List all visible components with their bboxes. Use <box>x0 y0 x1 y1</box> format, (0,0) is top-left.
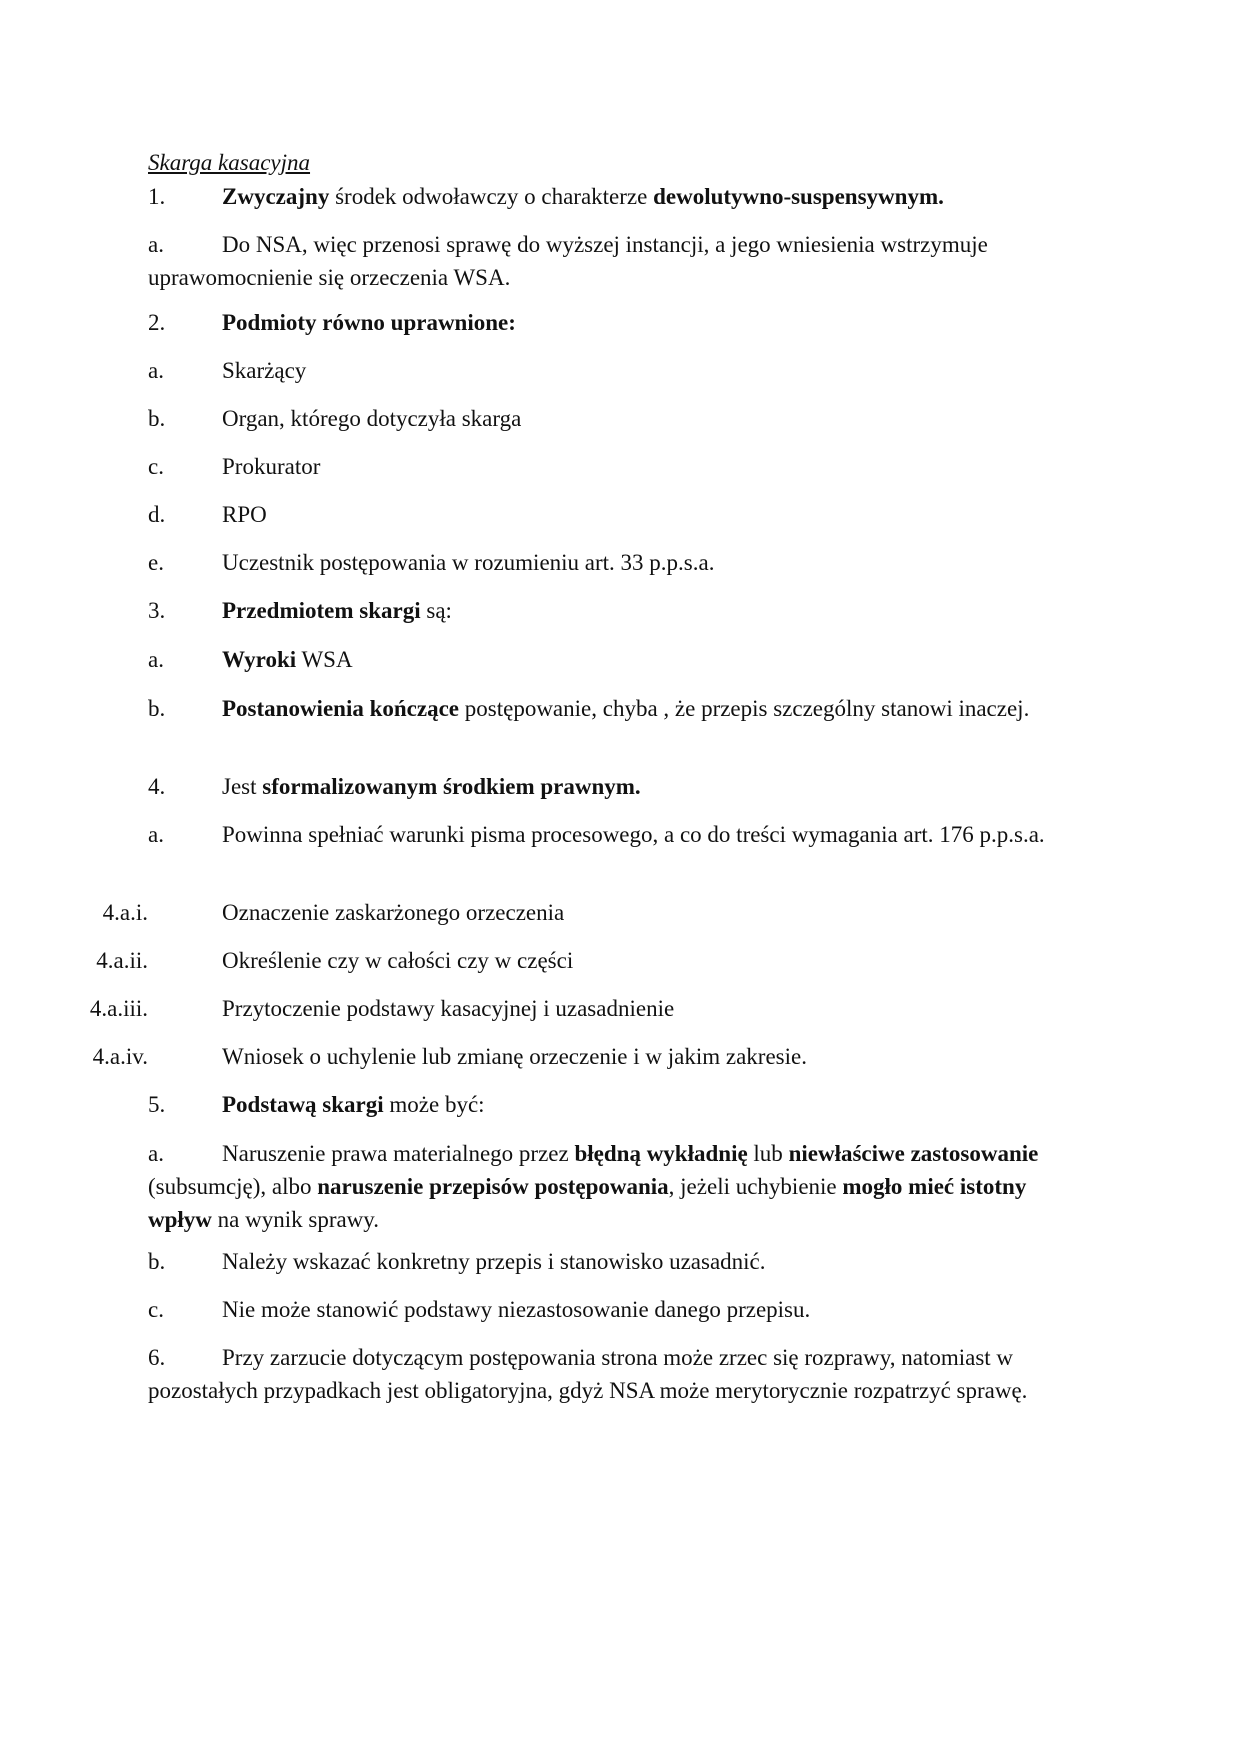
point-6-marker: 6. <box>148 1345 166 1370</box>
point-3 <box>148 594 1088 627</box>
roman-marker: 4.a.iii. <box>89 996 148 1021</box>
point-5c-marker: c. <box>148 1297 164 1322</box>
point-4-marker: 4. <box>148 774 166 799</box>
point-3-marker: 3. <box>148 598 166 623</box>
point-2c <box>148 450 1088 483</box>
point-5-bold: Podstawą skargi <box>222 1092 384 1117</box>
point-1-bold-2: dewolutywno-suspensywnym. <box>653 184 944 209</box>
point-5a-bold-1: błędną wykładnię <box>574 1141 748 1166</box>
point-1a-marker: a. <box>148 232 164 257</box>
point-1-bold-1: Zwyczajny <box>222 184 330 209</box>
point-5a-text-2: lub <box>747 1141 789 1166</box>
point-3a-text: WSA <box>296 647 353 672</box>
point-2b <box>148 402 1088 435</box>
point-5c <box>148 1293 1088 1326</box>
point-2-bold: Podmioty równo uprawnione: <box>222 310 516 335</box>
list-item-text: RPO <box>222 502 267 527</box>
roman-marker: 4.a.ii. <box>96 948 148 973</box>
roman-text: Wniosek o uchylenie lub zmianę orzeczenie i w jakim zakresie. <box>222 1044 807 1069</box>
point-5b <box>148 1245 1088 1278</box>
point-4ai <box>60 896 1100 929</box>
point-1a <box>148 228 1088 294</box>
point-2-marker: 2. <box>148 310 166 335</box>
roman-marker: 4.a.iv. <box>92 1044 148 1069</box>
list-item-marker: d. <box>148 502 166 527</box>
point-5a-bold-4: mogło mieć istotny wpływ <box>148 1174 1027 1232</box>
point-3b <box>148 692 1088 725</box>
point-4-text: Jest <box>222 774 263 799</box>
point-4aiii <box>60 992 1100 1025</box>
point-1-text: środek odwoławczy o charakterze <box>329 184 654 209</box>
point-4 <box>148 770 1088 803</box>
point-5a-bold-2: niewłaściwe zastosowanie <box>788 1141 1039 1166</box>
point-4a <box>148 818 1088 851</box>
point-4-bold: sformalizowanym środkiem prawnym. <box>262 774 641 799</box>
list-item-marker: b. <box>148 406 166 431</box>
point-3b-bold: Postanowienia kończące <box>222 696 460 721</box>
list-item-text: Prokurator <box>222 454 321 479</box>
point-3-text: są: <box>420 598 452 623</box>
list-item-marker: c. <box>148 454 164 479</box>
point-1 <box>148 180 1088 213</box>
point-4a-marker: a. <box>148 822 164 847</box>
point-2d <box>148 498 1088 531</box>
point-2a <box>148 354 1088 387</box>
point-1a-text: Do NSA, więc przenosi sprawę do wyższej instancji, a jego wniesienia wstrzymuje uprawomocnienie się orzeczenia WSA. <box>148 232 988 290</box>
point-4aiv <box>60 1040 1100 1073</box>
point-6-text: Przy zarzucie dotyczącym postępowania strona może zrzec się rozprawy, natomiast w pozostałych przypadkach jest obligatoryjna, gdyż NSA może merytorycznie rozpatrzyć sprawę. <box>148 1345 1028 1403</box>
point-5a <box>148 1137 1088 1236</box>
list-item-text: Organ, którego dotyczyła skarga <box>222 406 522 431</box>
point-5a-marker: a. <box>148 1141 164 1166</box>
point-5a-text-3: (subsumcję), albo <box>148 1174 318 1199</box>
point-5c-text: Nie może stanowić podstawy niezastosowanie danego przepisu. <box>222 1297 811 1322</box>
point-5b-marker: b. <box>148 1249 166 1274</box>
point-5a-text-1: Naruszenie prawa materialnego przez <box>222 1141 575 1166</box>
point-2 <box>148 306 1088 339</box>
point-5b-text: Należy wskazać konkretny przepis i stanowisko uzasadnić. <box>222 1249 766 1274</box>
roman-text: Oznaczenie zaskarżonego orzeczenia <box>222 900 565 925</box>
point-2e <box>148 546 1088 579</box>
point-1-marker: 1. <box>148 184 166 209</box>
list-item-marker: e. <box>148 550 164 575</box>
roman-text: Przytoczenie podstawy kasacyjnej i uzasadnienie <box>222 996 675 1021</box>
point-3a <box>148 643 1088 676</box>
point-3b-text: postępowanie, chyba , że przepis szczególny stanowi inaczej. <box>459 696 1030 721</box>
roman-marker: 4.a.i. <box>102 900 148 925</box>
list-item-text: Uczestnik postępowania w rozumieniu art. 33 p.p.s.a. <box>222 550 715 575</box>
point-3a-bold: Wyroki <box>222 647 297 672</box>
point-5-marker: 5. <box>148 1092 166 1117</box>
list-item-text: Skarżący <box>222 358 307 383</box>
point-5a-bold-3: naruszenie przepisów postępowania <box>317 1174 669 1199</box>
point-4a-text: Powinna spełniać warunki pisma procesowego, a co do treści wymagania art. 176 p.p.s.a. <box>222 822 1045 847</box>
point-3a-marker: a. <box>148 647 164 672</box>
point-4aii <box>60 944 1100 977</box>
roman-text: Określenie czy w całości czy w części <box>222 948 574 973</box>
point-6 <box>148 1341 1088 1407</box>
point-5a-text-5: na wynik sprawy. <box>211 1207 380 1232</box>
point-3b-marker: b. <box>148 696 166 721</box>
point-5a-text-4: , jeżeli uchybienie <box>668 1174 843 1199</box>
document-title: Skarga kasacyjna <box>148 150 311 175</box>
point-5-text: może być: <box>383 1092 485 1117</box>
point-3-bold: Przedmiotem skargi <box>222 598 421 623</box>
point-5 <box>148 1088 1088 1121</box>
list-item-marker: a. <box>148 358 164 383</box>
